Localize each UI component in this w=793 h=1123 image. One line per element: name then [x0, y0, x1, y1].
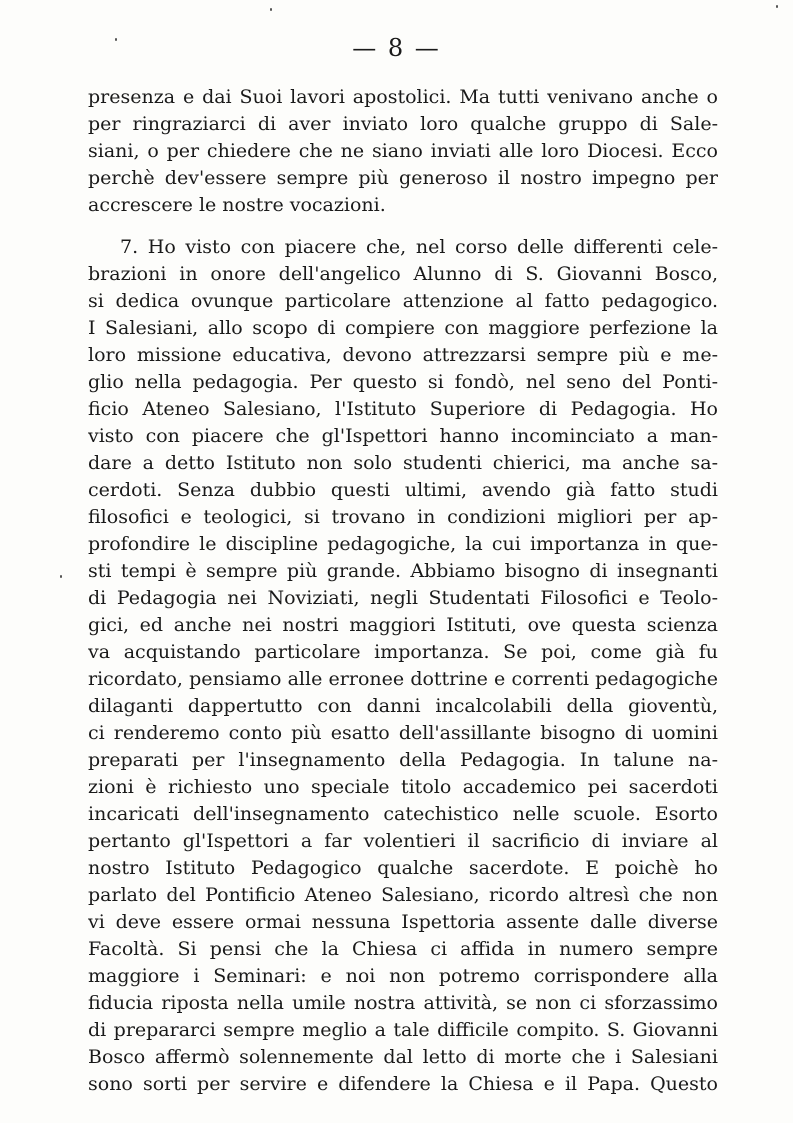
- text-line: dare a detto Istituto non solo studenti chierici, ma anche sa-: [88, 452, 718, 474]
- text-line: per ringraziarci di aver inviato loro qualche gruppo di Sale-: [88, 113, 718, 135]
- text-line: parlato del Pontificio Ateneo Salesiano, ricordo altresì che non: [88, 884, 718, 906]
- text-line: sono sorti per servire e difendere la Chiesa e il Papa. Questo: [88, 1073, 718, 1095]
- text-line: sti tempi è sempre più grande. Abbiamo bisogno di insegnanti: [88, 560, 718, 582]
- text-line: siani, o per chiedere che ne siano inviati alle loro Diocesi. Ecco: [88, 140, 718, 162]
- text-line: 7. Ho visto con piacere che, nel corso delle differenti cele-: [120, 236, 718, 258]
- text-line: ricordato, pensiamo alle erronee dottrine e correnti pedagogiche: [88, 668, 718, 690]
- text-line: cerdoti. Senza dubbio questi ultimi, avendo già fatto studi: [88, 479, 718, 501]
- text-line: vi deve essere ormai nessuna Ispettoria assente dalle diverse: [88, 911, 718, 933]
- text-line: visto con piacere che gl'Ispettori hanno incominciato a man-: [88, 425, 718, 447]
- scan-speck: [60, 575, 62, 578]
- text-line: di prepararci sempre meglio a tale difficile compito. S. Giovanni: [88, 1019, 718, 1041]
- text-line: maggiore i Seminari: e noi non potremo corrispondere alla: [88, 965, 718, 987]
- text-line: perchè dev'essere sempre più generoso il nostro impegno per: [88, 167, 718, 189]
- text-line: di Pedagogia nei Noviziati, negli Studentati Filosofici e Teolo-: [88, 587, 718, 609]
- text-line: brazioni in onore dell'angelico Alunno di S. Giovanni Bosco,: [88, 263, 718, 285]
- text-line: loro missione educativa, devono attrezzarsi sempre più e me-: [88, 344, 718, 366]
- page-number: — 8 —: [352, 34, 441, 62]
- text-line: dilaganti dappertutto con danni incalcolabili della gioventù,: [88, 695, 718, 717]
- text-line: accrescere le nostre vocazioni.: [88, 194, 386, 216]
- text-line: presenza e dai Suoi lavori apostolici. Ma tutti venivano anche o: [88, 86, 718, 108]
- scan-speck: [115, 38, 117, 41]
- text-line: Facoltà. Si pensi che la Chiesa ci affida in numero sempre: [88, 938, 718, 960]
- paragraph-7: [88, 234, 718, 1098]
- text-line: zioni è richiesto uno speciale titolo accademico pei sacerdoti: [88, 776, 718, 798]
- text-line: fiducia riposta nella umile nostra attività, se non ci sforzassimo: [88, 992, 718, 1014]
- text-line: incaricati dell'insegnamento catechistico nelle scuole. Esorto: [88, 803, 718, 825]
- text-line: preparati per l'insegnamento della Pedagogia. In talune na-: [88, 749, 718, 771]
- text-line: ficio Ateneo Salesiano, l'Istituto Superiore di Pedagogia. Ho: [88, 398, 718, 420]
- text-line: glio nella pedagogia. Per questo si fondò, nel seno del Ponti-: [88, 371, 718, 393]
- scan-speck: [776, 5, 778, 8]
- text-line: ci renderemo conto più esatto dell'assillante bisogno di uomini: [88, 722, 718, 744]
- text-line: filosofici e teologici, si trovano in condizioni migliori per ap-: [88, 506, 718, 528]
- text-line: gici, ed anche nei nostri maggiori Istituti, ove questa scienza: [88, 614, 718, 636]
- text-line: nostro Istituto Pedagogico qualche sacerdote. E poichè ho: [88, 857, 718, 879]
- text-line: Bosco affermò solennemente dal letto di morte che i Salesiani: [88, 1046, 718, 1068]
- text-line: pertanto gl'Ispettori a far volentieri il sacrificio di inviare al: [88, 830, 718, 852]
- text-line: profondire le discipline pedagogiche, la cui importanza in que-: [88, 533, 718, 555]
- text-line: I Salesiani, allo scopo di compiere con maggiore perfezione la: [88, 317, 718, 339]
- paragraph-continuation: [88, 84, 718, 219]
- text-line: va acquistando particolare importanza. Se poi, come già fu: [88, 641, 718, 663]
- scan-speck: [270, 8, 272, 11]
- text-line: si dedica ovunque particolare attenzione al fatto pedagogico.: [88, 290, 718, 312]
